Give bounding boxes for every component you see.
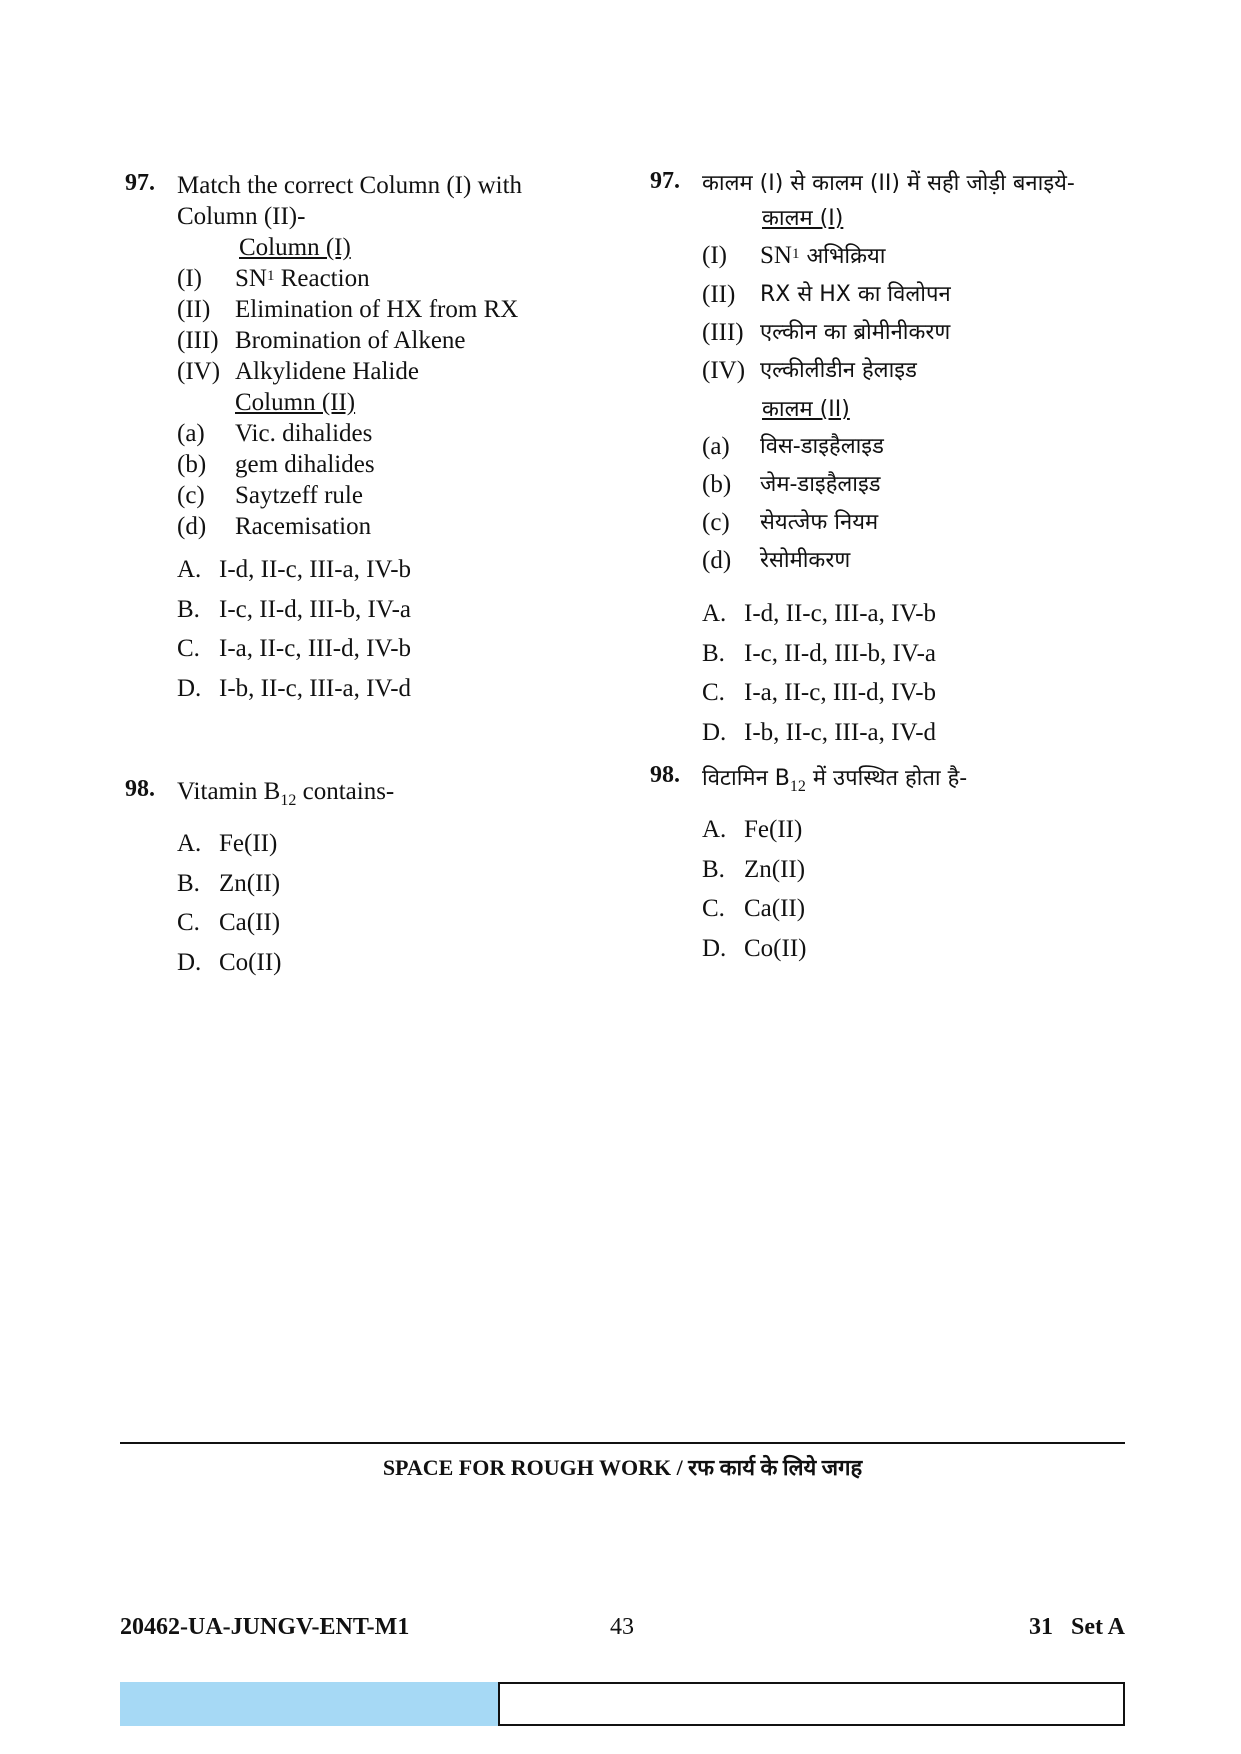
option-b[interactable]: B. Zn(II) (177, 869, 281, 897)
answer-options (177, 550, 595, 708)
set-label: 31 Set A (1029, 1614, 1125, 1640)
question-stem: Match the correct Column (I) with Column (II)- (177, 172, 523, 230)
match-row: (IV) Alkylidene Halide (177, 358, 419, 385)
option-c[interactable]: C. Ca(II) (177, 909, 281, 936)
question-98 (125, 776, 595, 982)
option-d[interactable]: D. I-b, II-c, III-a, IV-d (177, 674, 412, 702)
match-row: (c) Saytzeff rule (177, 482, 363, 509)
booklet-code: 20462-UA-JUNGV-ENT-M1 (120, 1614, 410, 1640)
question-number: 97. (650, 168, 680, 194)
question-number: 97. (125, 170, 155, 196)
match-row: (III) Bromination of Alkene (177, 327, 466, 354)
match-row: (II) Elimination of HX from RX (177, 296, 519, 323)
english-column (125, 170, 595, 982)
option-a[interactable]: A. I-d, II-c, III-a, IV-b (177, 556, 412, 583)
rough-work-divider (120, 1442, 1125, 1444)
question-98 (650, 762, 1120, 968)
answer-options (702, 594, 1120, 752)
page-number: 43 (610, 1614, 634, 1640)
option-c[interactable]: C. Ca(II) (702, 895, 806, 922)
option-a[interactable]: A. Fe(II) (177, 830, 278, 857)
footer-empty-box (498, 1682, 1125, 1726)
option-d[interactable]: D. Co(II) (702, 934, 807, 962)
option-b[interactable]: B. I-c, II-d, III-b, IV-a (177, 595, 412, 623)
option-d[interactable]: D. I-b, II-c, III-a, IV-d (702, 718, 937, 746)
match-row: (III) एल्कीन का ब्रोमीनीकरण (702, 319, 951, 346)
answer-options (702, 810, 1120, 968)
option-b[interactable]: B. I-c, II-d, III-b, IV-a (702, 639, 937, 667)
option-a[interactable]: A. Fe(II) (702, 816, 803, 843)
hindi-column (650, 168, 1120, 968)
match-row: (d) रेसोमीकरण (702, 547, 851, 574)
question-stem: कालम (I) से कालम (II) में सही जोड़ी बनाइये- (702, 171, 1075, 196)
match-row: (II) RX से HX का विलोपन (702, 281, 951, 308)
option-c[interactable]: C. I-a, II-c, III-d, IV-b (702, 679, 937, 706)
footer-color-bar (120, 1682, 498, 1726)
option-b[interactable]: B. Zn(II) (702, 855, 806, 883)
column-1-heading: कालम (I) (762, 206, 844, 231)
column-2-heading: Column (II) (235, 389, 356, 416)
match-row: (a) विस-डाइहैलाइड (702, 433, 884, 460)
match-row: (b) जेम-डाइहैलाइड (702, 471, 881, 498)
option-c[interactable]: C. I-a, II-c, III-d, IV-b (177, 635, 412, 662)
question-stem: विटामिन $B_{12}$ में उपस्थित होता है- (702, 766, 968, 795)
match-row: (c) सेयत्जेफ नियम (702, 509, 879, 536)
question-97 (125, 170, 595, 708)
match-row: (I) $SN^1$ अभिक्रिया (702, 242, 886, 269)
match-row: (a) Vic. dihalides (177, 420, 373, 447)
column-1-heading: Column (I) (239, 234, 351, 261)
option-a[interactable]: A. I-d, II-c, III-a, IV-b (702, 600, 937, 627)
rough-work-label: SPACE FOR ROUGH WORK / रफ कार्य के लिये जगह (382, 1455, 863, 1480)
match-row: (I) $SN^1$ Reaction (177, 265, 370, 292)
match-row: (b) gem dihalides (177, 451, 375, 478)
match-row: (IV) एल्कीलीडीन हेलाइड (702, 357, 917, 384)
answer-options (177, 824, 595, 982)
match-row: (d) Racemisation (177, 513, 372, 540)
question-stem: Vitamin $B_{12}$ contains- (177, 778, 395, 809)
question-97 (650, 168, 1120, 752)
question-number: 98. (125, 776, 155, 802)
column-2-heading: कालम (II) (762, 397, 850, 422)
question-number: 98. (650, 762, 680, 788)
option-d[interactable]: D. Co(II) (177, 948, 282, 976)
